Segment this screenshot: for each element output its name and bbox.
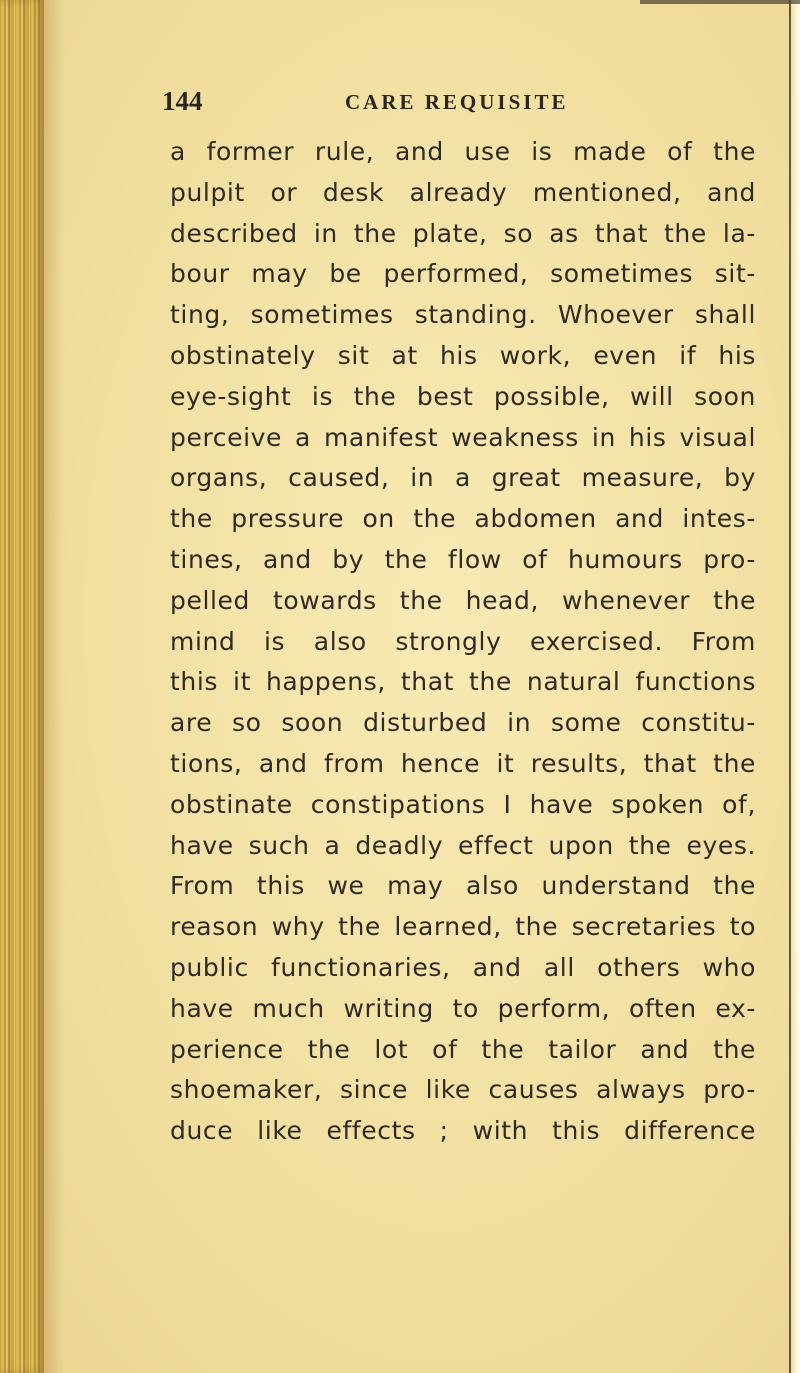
text-line: perceive a manifest weakness in his visual — [170, 422, 756, 452]
text-line: duce like effects ; with this difference — [170, 1116, 756, 1146]
text-line: From this we may also understand the — [170, 871, 756, 901]
gutter-shadow — [44, 0, 64, 1373]
text-line: are so soon disturbed in some constitu- — [170, 708, 756, 738]
page-number: 144 — [162, 86, 203, 116]
text-line: described in the plate, so as that the la- — [170, 218, 756, 248]
text-line: obstinately sit at his work, even if his — [170, 340, 756, 370]
text-line: the pressure on the abdomen and intes- — [170, 504, 756, 534]
text-line: organs, caused, in a great measure, by — [170, 463, 756, 493]
binding-gutter — [0, 0, 44, 1373]
page-edge — [790, 0, 800, 1373]
text-line: bour may be performed, sometimes sit- — [170, 259, 756, 289]
text-line: pelled towards the head, whenever the — [170, 585, 756, 615]
text-line: obstinate constipations I have spoken of, — [170, 789, 756, 819]
running-head-title: CARE REQUISITE — [345, 90, 569, 114]
text-line: a former rule, and use is made of the — [170, 137, 756, 166]
text-line: reason why the learned, the secretaries to — [170, 912, 756, 942]
text-line: this it happens, that the natural functions — [170, 667, 756, 697]
text-line: tines, and by the flow of humours pro- — [170, 544, 756, 574]
body-text — [170, 132, 756, 1152]
text-line: have much writing to perform, often ex- — [170, 993, 756, 1023]
text-line: perience the lot of the tailor and the — [170, 1034, 756, 1064]
text-line: public functionaries, and all others who — [170, 952, 756, 982]
page-edge-line — [789, 0, 791, 1373]
text-line: shoemaker, since like causes always pro- — [170, 1075, 756, 1105]
text-line: pulpit or desk already mentioned, and — [170, 177, 756, 207]
text-line: have such a deadly effect upon the eyes. — [170, 830, 756, 860]
text-line: ting, sometimes standing. Whoever shall — [170, 300, 756, 330]
text-line: eye-sight is the best possible, will soon — [170, 381, 756, 411]
running-head — [0, 86, 800, 126]
text-line: tions, and from hence it results, that the — [170, 748, 756, 778]
top-edge-line — [640, 0, 800, 4]
text-line: mind is also strongly exercised. From — [170, 626, 756, 656]
